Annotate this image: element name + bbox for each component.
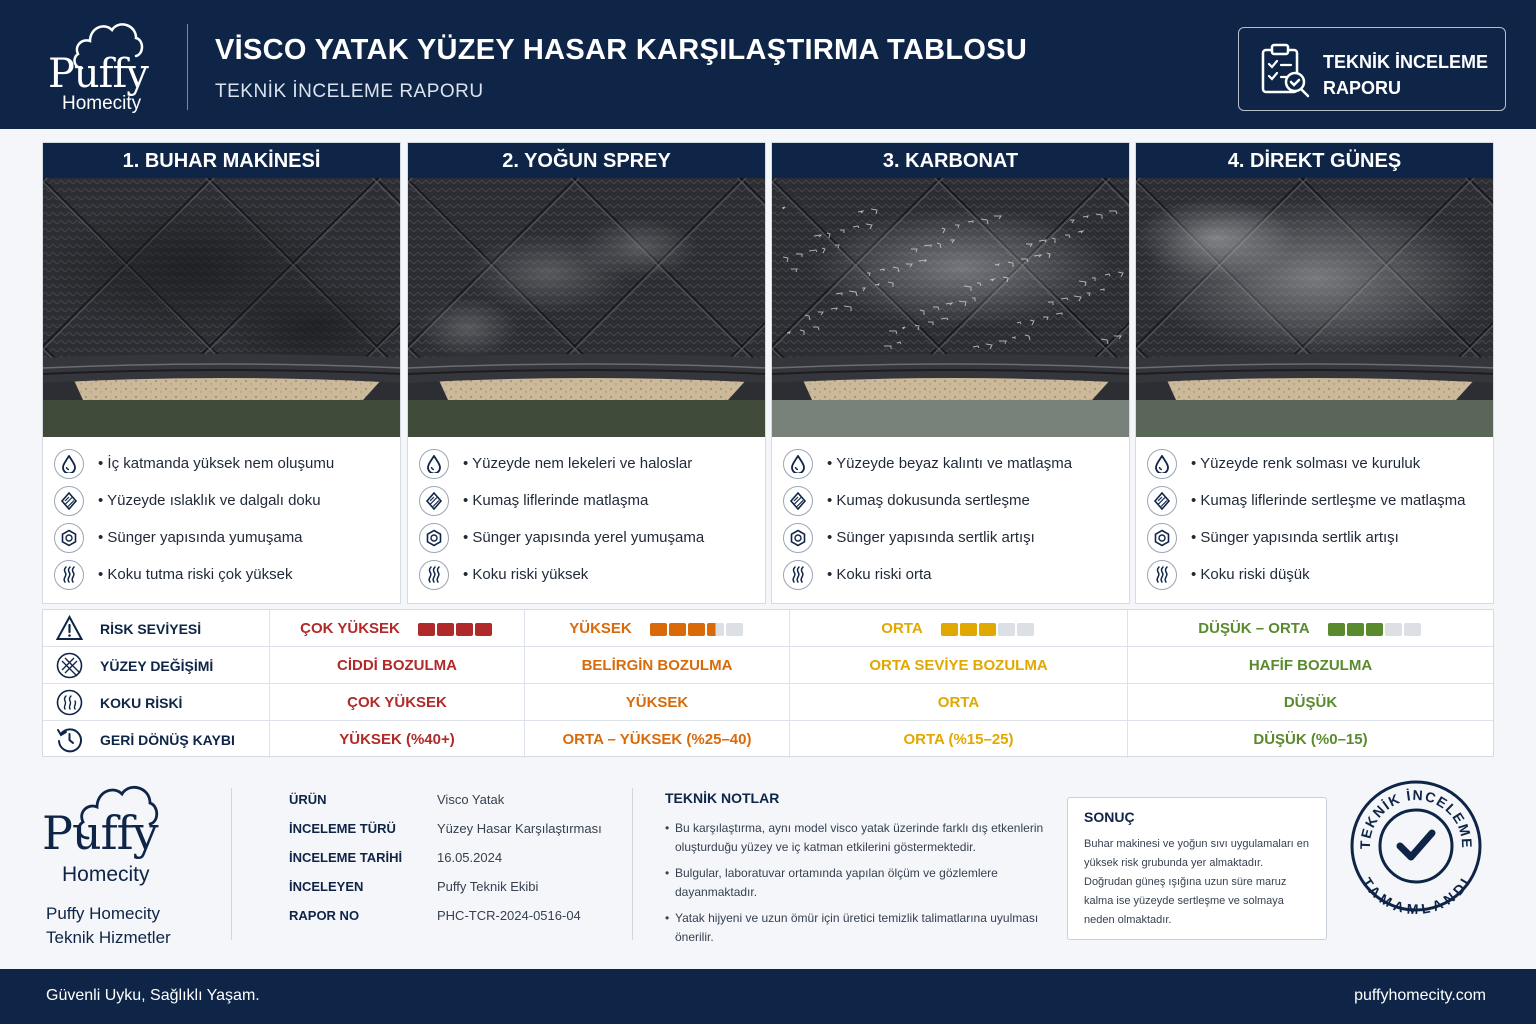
table-cell bbox=[525, 647, 790, 684]
table-row bbox=[43, 647, 1493, 684]
badge-line-1: TEKNİK İNCELEME bbox=[1323, 52, 1489, 72]
finding-text: • Sünger yapısında yerel yumuşama bbox=[463, 529, 705, 546]
risk-bar-segment bbox=[418, 623, 435, 636]
table-cell bbox=[270, 721, 525, 758]
finding-item bbox=[1136, 482, 1493, 519]
card-title: 3. KARBONAT bbox=[772, 143, 1129, 178]
finding-item bbox=[408, 445, 765, 482]
risk-bar-segment bbox=[475, 623, 492, 636]
cell-value: YÜKSEK bbox=[569, 620, 632, 637]
brand-sub: Homecity bbox=[62, 93, 142, 114]
row-label-cell bbox=[43, 684, 270, 721]
finding-text: • Sünger yapısında yumuşama bbox=[98, 529, 303, 546]
table-row bbox=[43, 721, 1493, 758]
table-cell bbox=[525, 721, 790, 758]
table-cell bbox=[790, 610, 1128, 647]
risk-bar-segment bbox=[726, 623, 743, 636]
risk-bar-segment bbox=[1017, 623, 1034, 636]
odor-icon bbox=[783, 560, 813, 590]
row-label-cell bbox=[43, 610, 270, 647]
finding-item bbox=[1136, 445, 1493, 482]
meta-key: ÜRÜN bbox=[289, 792, 327, 807]
mattress-surface-photo bbox=[772, 178, 1129, 437]
table-row bbox=[43, 684, 1493, 721]
divider bbox=[231, 788, 232, 940]
surface-texture-icon bbox=[56, 652, 83, 679]
table-cell bbox=[270, 647, 525, 684]
risk-bar-segment bbox=[707, 623, 724, 636]
brand-logo[interactable] bbox=[46, 16, 156, 116]
risk-level-bars bbox=[1328, 611, 1423, 648]
finding-text: • Yüzeyde ıslaklık ve dalgalı doku bbox=[98, 492, 321, 509]
meta-value: 16.05.2024 bbox=[437, 850, 503, 865]
finding-text: • Yüzeyde beyaz kalıntı ve matlaşma bbox=[827, 455, 1073, 472]
row-label: YÜZEY DEĞİŞİMİ bbox=[100, 658, 214, 674]
warning-icon bbox=[56, 615, 83, 642]
finding-item bbox=[43, 519, 400, 556]
odor-icon bbox=[1147, 560, 1177, 590]
risk-bar-segment bbox=[979, 623, 996, 636]
footer-website-link[interactable]: puffyhomecity.com bbox=[1354, 987, 1486, 1004]
table-cell bbox=[525, 684, 790, 721]
finding-item bbox=[408, 482, 765, 519]
finding-item bbox=[408, 519, 765, 556]
table-cell bbox=[270, 610, 525, 647]
finding-text: • Kumaş liflerinde matlaşma bbox=[463, 492, 649, 509]
page-title: VİSCO YATAK YÜZEY HASAR KARŞILAŞTIRMA TABLOSU bbox=[215, 34, 1028, 66]
finding-text: • Sünger yapısında sertlik artışı bbox=[1191, 529, 1399, 546]
note-item: • Bu karşılaştırma, aynı model visco yatak üzerinde farklı dış etkenlerin oluşturduğu yüzey ve iç katman etkilerini göstermektedir. bbox=[665, 819, 1055, 857]
finding-text: • Koku riski düşük bbox=[1191, 566, 1310, 583]
table-cell bbox=[270, 684, 525, 721]
card-title: 2. YOĞUN SPREY bbox=[408, 143, 765, 178]
water-drop-icon bbox=[1147, 449, 1177, 479]
meta-row bbox=[289, 879, 629, 908]
risk-bar-segment bbox=[669, 623, 686, 636]
finding-text: • Kumaş dokusunda sertleşme bbox=[827, 492, 1030, 509]
cell-value: ÇOK YÜKSEK bbox=[347, 694, 447, 711]
meta-row bbox=[289, 850, 629, 879]
water-drop-icon bbox=[419, 449, 449, 479]
technical-notes bbox=[665, 791, 1055, 954]
mattress-surface-photo bbox=[408, 178, 765, 437]
footer-slogan: Güvenli Uyku, Sağlıklı Yaşam. bbox=[46, 987, 260, 1004]
foam-icon bbox=[1147, 523, 1177, 553]
table-cell bbox=[790, 721, 1128, 758]
mattress-surface-photo bbox=[1136, 178, 1493, 437]
header bbox=[0, 0, 1536, 129]
water-drop-icon bbox=[54, 449, 84, 479]
meta-key: İNCELEME TÜRÜ bbox=[289, 821, 396, 836]
table-cell bbox=[790, 647, 1128, 684]
finding-text: • Koku tutma riski çok yüksek bbox=[98, 566, 293, 583]
method-card bbox=[42, 142, 401, 604]
finding-item bbox=[1136, 519, 1493, 556]
risk-bar-segment bbox=[688, 623, 705, 636]
table-cell bbox=[790, 684, 1128, 721]
risk-bar-segment bbox=[650, 623, 667, 636]
meta-value: Puffy Teknik Ekibi bbox=[437, 879, 539, 894]
foam-icon bbox=[419, 523, 449, 553]
water-drop-icon bbox=[783, 449, 813, 479]
finding-item bbox=[43, 482, 400, 519]
finding-item bbox=[43, 445, 400, 482]
meta-key: İNCELEYEN bbox=[289, 879, 364, 894]
row-label-cell bbox=[43, 647, 270, 684]
meta-key: İNCELEME TARİHİ bbox=[289, 850, 403, 865]
finding-text: • Yüzeyde renk solması ve kuruluk bbox=[1191, 455, 1421, 472]
meta-row bbox=[289, 908, 629, 937]
odor-icon bbox=[56, 689, 83, 716]
report-meta bbox=[289, 792, 629, 937]
finding-text: • Kumaş liflerinde sertleşme ve matlaşma bbox=[1191, 492, 1466, 509]
odor-icon bbox=[54, 560, 84, 590]
header-divider bbox=[187, 24, 188, 110]
meta-row bbox=[289, 792, 629, 821]
cell-value: DÜŞÜK bbox=[1283, 694, 1338, 711]
cell-value: ÇOK YÜKSEK bbox=[300, 620, 400, 637]
method-card bbox=[1135, 142, 1494, 604]
method-card bbox=[771, 142, 1130, 604]
footer bbox=[0, 969, 1536, 1024]
clipboard-check-icon bbox=[1259, 42, 1311, 98]
stamp-bottom-text: TAMAMLANDI bbox=[1358, 874, 1474, 914]
finding-text: • Koku riski yüksek bbox=[463, 566, 589, 583]
cell-value: YÜKSEK bbox=[625, 694, 689, 711]
stamp-top-text: TEKNİK İNCELEME bbox=[1356, 786, 1476, 850]
badge-line-2: RAPORU bbox=[1323, 78, 1402, 98]
risk-level-bars bbox=[418, 611, 494, 648]
conclusion-title: SONUÇ bbox=[1084, 809, 1135, 825]
report-badge bbox=[1238, 27, 1506, 111]
cell-value: YÜKSEK (%40+) bbox=[339, 731, 455, 748]
table-cell bbox=[525, 610, 790, 647]
finding-item bbox=[772, 445, 1129, 482]
risk-bar-segment bbox=[1366, 623, 1383, 636]
page-subtitle: TEKNİK İNCELEME RAPORU bbox=[215, 81, 484, 102]
row-label-cell bbox=[43, 721, 270, 758]
cell-value: HAFİF BOZULMA bbox=[1248, 657, 1373, 674]
risk-bar-segment bbox=[998, 623, 1015, 636]
odor-icon bbox=[419, 560, 449, 590]
cell-value: ORTA bbox=[881, 620, 923, 637]
recovery-loss-icon bbox=[56, 726, 83, 753]
meta-value: Yüzey Hasar Karşılaştırması bbox=[437, 821, 602, 836]
finding-list bbox=[43, 437, 400, 593]
table-row bbox=[43, 610, 1493, 647]
table-cell bbox=[1128, 647, 1493, 684]
completed-stamp bbox=[1348, 778, 1484, 914]
meta-key: RAPOR NO bbox=[289, 908, 360, 923]
risk-bar-segment bbox=[1328, 623, 1345, 636]
cell-value: ORTA SEVİYE BOZULMA bbox=[869, 657, 1048, 674]
fabric-icon bbox=[1147, 486, 1177, 516]
finding-text: • Yüzeyde nem lekeleri ve haloslar bbox=[463, 455, 693, 472]
cell-value: DÜŞÜK (%0–15) bbox=[1253, 731, 1368, 748]
risk-bar-segment bbox=[437, 623, 454, 636]
company-name: Puffy Homecity bbox=[46, 904, 161, 923]
card-title: 1. BUHAR MAKİNESİ bbox=[43, 143, 400, 178]
fabric-icon bbox=[419, 486, 449, 516]
table-cell bbox=[1128, 684, 1493, 721]
mattress-surface-photo bbox=[43, 178, 400, 437]
note-item: • Bulgular, laboratuvar ortamında yapılan ölçüm ve gözlemlere dayanmaktadır. bbox=[665, 864, 1055, 902]
finding-item bbox=[772, 519, 1129, 556]
cell-value: DÜŞÜK – ORTA bbox=[1198, 620, 1310, 637]
cell-value: ORTA (%15–25) bbox=[903, 731, 1014, 748]
risk-level-bars bbox=[650, 611, 745, 648]
cell-value: ORTA – YÜKSEK (%25–40) bbox=[562, 731, 752, 748]
method-card bbox=[407, 142, 766, 604]
finding-text: • Sünger yapısında sertlik artışı bbox=[827, 529, 1035, 546]
fabric-icon bbox=[783, 486, 813, 516]
brand-name: Puffy bbox=[42, 806, 158, 860]
cell-value: BELİRGİN BOZULMA bbox=[581, 657, 733, 674]
notes-title: TEKNİK NOTLAR bbox=[665, 790, 780, 806]
row-label: RİSK SEVİYESİ bbox=[100, 621, 202, 637]
finding-item bbox=[772, 556, 1129, 593]
finding-item bbox=[1136, 556, 1493, 593]
risk-bar-segment bbox=[456, 623, 473, 636]
conclusion-box bbox=[1067, 797, 1327, 940]
meta-value: PHC-TCR-2024-0516-04 bbox=[437, 908, 581, 923]
risk-bar-segment bbox=[1347, 623, 1364, 636]
table-cell bbox=[1128, 610, 1493, 647]
foam-icon bbox=[54, 523, 84, 553]
footer-brand-logo[interactable] bbox=[40, 778, 190, 948]
check-icon bbox=[1400, 833, 1432, 857]
foam-icon bbox=[783, 523, 813, 553]
card-title: 4. DİREKT GÜNEŞ bbox=[1136, 143, 1493, 178]
finding-item bbox=[772, 482, 1129, 519]
divider bbox=[632, 788, 633, 940]
cell-value: CİDDİ BOZULMA bbox=[337, 657, 457, 674]
risk-level-bars bbox=[941, 611, 1036, 648]
cell-value: ORTA bbox=[937, 694, 980, 711]
fabric-icon bbox=[54, 486, 84, 516]
finding-list bbox=[772, 437, 1129, 593]
finding-text: • İç katmanda yüksek nem oluşumu bbox=[98, 455, 335, 472]
row-label: GERİ DÖNÜŞ KAYBI bbox=[100, 732, 235, 748]
brand-name: Puffy bbox=[48, 51, 148, 97]
risk-bar-segment bbox=[1385, 623, 1402, 636]
finding-text: • Koku riski orta bbox=[827, 566, 932, 583]
finding-list bbox=[1136, 437, 1493, 593]
risk-bar-segment bbox=[960, 623, 977, 636]
risk-bar-segment bbox=[1404, 623, 1421, 636]
company-department: Teknik Hizmetler bbox=[46, 928, 171, 947]
note-item: • Yatak hijyeni ve uzun ömür için üretici temizlik talimatlarına uyulması önerilir. bbox=[665, 909, 1055, 947]
table-cell bbox=[1128, 721, 1493, 758]
brand-sub: Homecity bbox=[62, 863, 150, 886]
risk-bar-segment bbox=[941, 623, 958, 636]
finding-item bbox=[43, 556, 400, 593]
meta-value: Visco Yatak bbox=[437, 792, 505, 807]
finding-item bbox=[408, 556, 765, 593]
meta-row bbox=[289, 821, 629, 850]
conclusion-text: Buhar makinesi ve yoğun sıvı uygulamaları en yüksek risk grubunda yer almaktadır. Doğrudan güneş ışığına uzun süre maruz kalma ise yüzeyde sertleşme ve solmaya neden olmaktadır. bbox=[1084, 838, 1310, 926]
finding-list bbox=[408, 437, 765, 593]
comparison-table bbox=[42, 609, 1494, 757]
row-label: KOKU RİSKİ bbox=[100, 695, 183, 711]
